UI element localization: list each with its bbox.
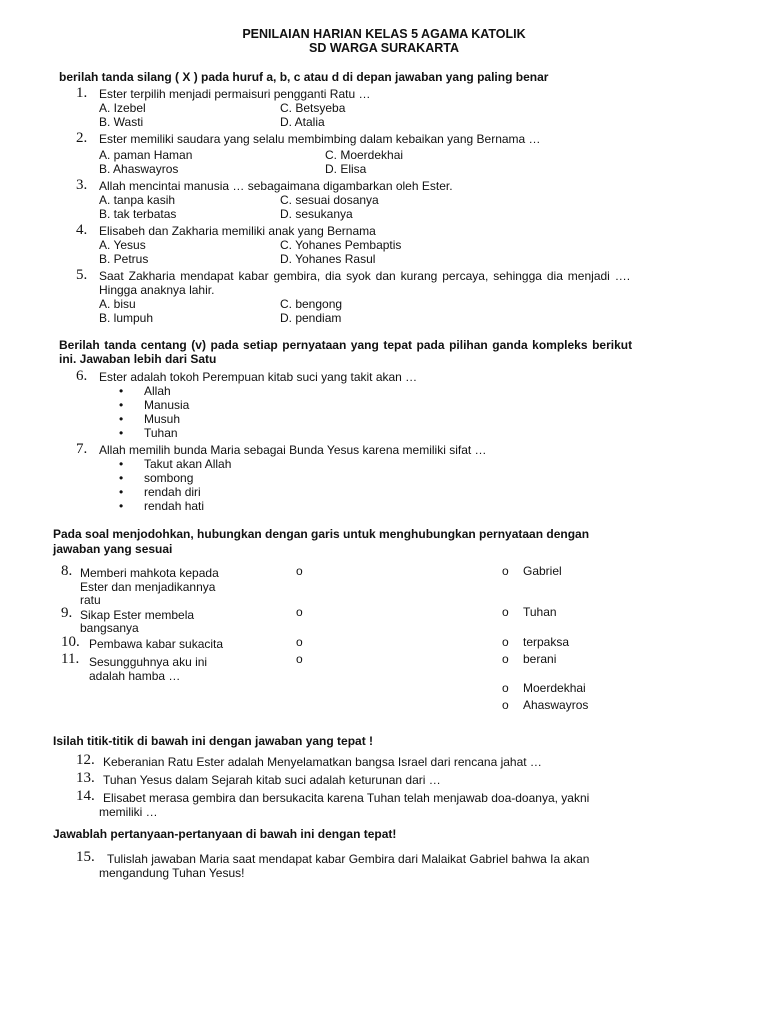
matching-dot-right[interactable]: o <box>502 698 509 712</box>
matching-statement: bangsanya <box>80 621 139 635</box>
fill-in-question-continued: memiliki … <box>99 805 158 819</box>
section3-instruction: Pada soal menjodohkan, hubungkan dengan garis untuk menghubungkan pernyataan dengan <box>53 527 590 541</box>
essay-question: Tulislah jawaban Maria saat mendapat kabar Gembira dari Malaikat Gabriel bahwa Ia akan <box>107 852 590 866</box>
question-number: 1. <box>76 85 88 101</box>
section2-instruction-continued: ini. Jawaban lebih dari Satu <box>59 352 217 366</box>
question-number: 10. <box>61 634 80 650</box>
matching-answer: Tuhan <box>523 605 557 619</box>
question-number: 15. <box>76 849 95 865</box>
checkbox-option[interactable]: • Tuhan <box>144 426 178 440</box>
question-text: Ester adalah tokoh Perempuan kitab suci yang takit akan … <box>99 370 418 384</box>
option-a[interactable]: A. Yesus <box>99 238 146 252</box>
option-a[interactable]: A. paman Haman <box>99 148 193 162</box>
question-number: 7. <box>76 441 88 457</box>
checkbox-option[interactable]: • sombong <box>144 471 193 485</box>
matching-answer: terpaksa <box>523 635 570 649</box>
question-text: Allah memilih bunda Maria sebagai Bunda Yesus karena memiliki sifat … <box>99 443 487 457</box>
matching-statement: Sikap Ester membela <box>80 608 195 622</box>
matching-statement: ratu <box>80 593 101 607</box>
matching-dot-left[interactable]: o <box>296 652 303 666</box>
question-number: 9. <box>61 605 73 621</box>
matching-dot-right[interactable]: o <box>502 681 509 695</box>
option-c[interactable]: C. Moerdekhai <box>325 148 404 162</box>
section1-instruction: berilah tanda silang ( X ) pada huruf a, b, c atau d di depan jawaban yang paling benar <box>59 70 549 84</box>
option-c[interactable]: C. Yohanes Pembaptis <box>280 238 402 252</box>
option-d[interactable]: D. pendiam <box>280 311 342 325</box>
checkbox-option[interactable]: • rendah diri <box>144 485 201 499</box>
question-text-continued: Hingga anaknya lahir. <box>99 283 215 297</box>
matching-statement: adalah hamba … <box>89 669 181 683</box>
question-number: 12. <box>76 752 95 768</box>
matching-dot-left[interactable]: o <box>296 605 303 619</box>
essay-question-continued: mengandung Tuhan Yesus! <box>99 866 245 880</box>
question-number: 3. <box>76 177 88 193</box>
matching-statement: Sesungguhnya aku ini <box>89 655 208 669</box>
checkbox-option[interactable]: • Musuh <box>144 412 180 426</box>
option-b[interactable]: B. tak terbatas <box>99 207 177 221</box>
option-c[interactable]: C. bengong <box>280 297 343 311</box>
matching-dot-right[interactable]: o <box>502 605 509 619</box>
fill-in-question: Elisabet merasa gembira dan bersukacita karena Tuhan telah menjawab doa-doanya, yakni <box>103 791 590 805</box>
section3-instruction-continued: jawaban yang sesuai <box>53 542 173 556</box>
matching-answer: berani <box>523 652 557 666</box>
option-b[interactable]: B. Ahaswayros <box>99 162 179 176</box>
option-d[interactable]: D. Yohanes Rasul <box>280 252 376 266</box>
page-title: PENILAIAN HARIAN KELAS 5 AGAMA KATOLIK <box>242 27 526 41</box>
question-number: 5. <box>76 267 88 283</box>
question-text: Allah mencintai manusia … sebagaimana digambarkan oleh Ester. <box>99 179 453 193</box>
option-a[interactable]: A. Izebel <box>99 101 146 115</box>
checkbox-option[interactable]: • Allah <box>144 384 171 398</box>
question-number: 14. <box>76 788 95 804</box>
matching-dot-right[interactable]: o <box>502 564 509 578</box>
option-d[interactable]: D. Elisa <box>325 162 367 176</box>
matching-answer: Moerdekhai <box>523 681 586 695</box>
matching-answer: Gabriel <box>523 564 562 578</box>
option-d[interactable]: D. Atalia <box>280 115 325 129</box>
matching-statement: Memberi mahkota kepada <box>80 566 219 580</box>
question-text: Elisabeh dan Zakharia memiliki anak yang Bernama <box>99 224 376 238</box>
option-b[interactable]: B. Wasti <box>99 115 144 129</box>
matching-dot-right[interactable]: o <box>502 635 509 649</box>
question-text: Ester terpilih menjadi permaisuri pengganti Ratu … <box>99 87 371 101</box>
matching-statement: Pembawa kabar sukacita <box>89 637 224 651</box>
matching-dot-left[interactable]: o <box>296 635 303 649</box>
option-c[interactable]: C. sesuai dosanya <box>280 193 379 207</box>
question-number: 13. <box>76 770 95 786</box>
question-number: 2. <box>76 130 88 146</box>
option-a[interactable]: A. bisu <box>99 297 136 311</box>
checkbox-option[interactable]: • Manusia <box>144 398 189 412</box>
question-number: 6. <box>76 368 88 384</box>
question-text: Saat Zakharia mendapat kabar gembira, dia syok dan kurang percaya, sehingga dia menjadi …. <box>99 269 631 283</box>
option-b[interactable]: B. Petrus <box>99 252 149 266</box>
checkbox-option[interactable]: • rendah hati <box>144 499 204 513</box>
matching-answer: Ahaswayros <box>523 698 589 712</box>
matching-dot-right[interactable]: o <box>502 652 509 666</box>
fill-in-question: Tuhan Yesus dalam Sejarah kitab suci adalah keturunan dari … <box>103 773 441 787</box>
question-number: 11. <box>61 651 80 667</box>
question-text: Ester memiliki saudara yang selalu membimbing dalam kebaikan yang Bernama … <box>99 132 541 146</box>
matching-dot-left[interactable]: o <box>296 564 303 578</box>
option-d[interactable]: D. sesukanya <box>280 207 353 221</box>
section5-instruction: Jawablah pertanyaan-pertanyaan di bawah ini dengan tepat! <box>53 827 397 841</box>
option-a[interactable]: A. tanpa kasih <box>99 193 176 207</box>
question-number: 4. <box>76 222 88 238</box>
matching-statement: Ester dan menjadikannya <box>80 580 216 594</box>
option-b[interactable]: B. lumpuh <box>99 311 154 325</box>
school-name: SD WARGA SURAKARTA <box>309 41 459 55</box>
fill-in-question: Keberanian Ratu Ester adalah Menyelamatkan bangsa Israel dari rencana jahat … <box>103 755 542 769</box>
question-number: 8. <box>61 563 73 579</box>
checkbox-option[interactable]: • Takut akan Allah <box>144 457 231 471</box>
section4-instruction: Isilah titik-titik di bawah ini dengan jawaban yang tepat ! <box>53 734 374 748</box>
section2-instruction: Berilah tanda centang (v) pada setiap pernyataan yang tepat pada pilihan ganda kompleks berikut <box>59 338 633 352</box>
option-c[interactable]: C. Betsyeba <box>280 101 346 115</box>
